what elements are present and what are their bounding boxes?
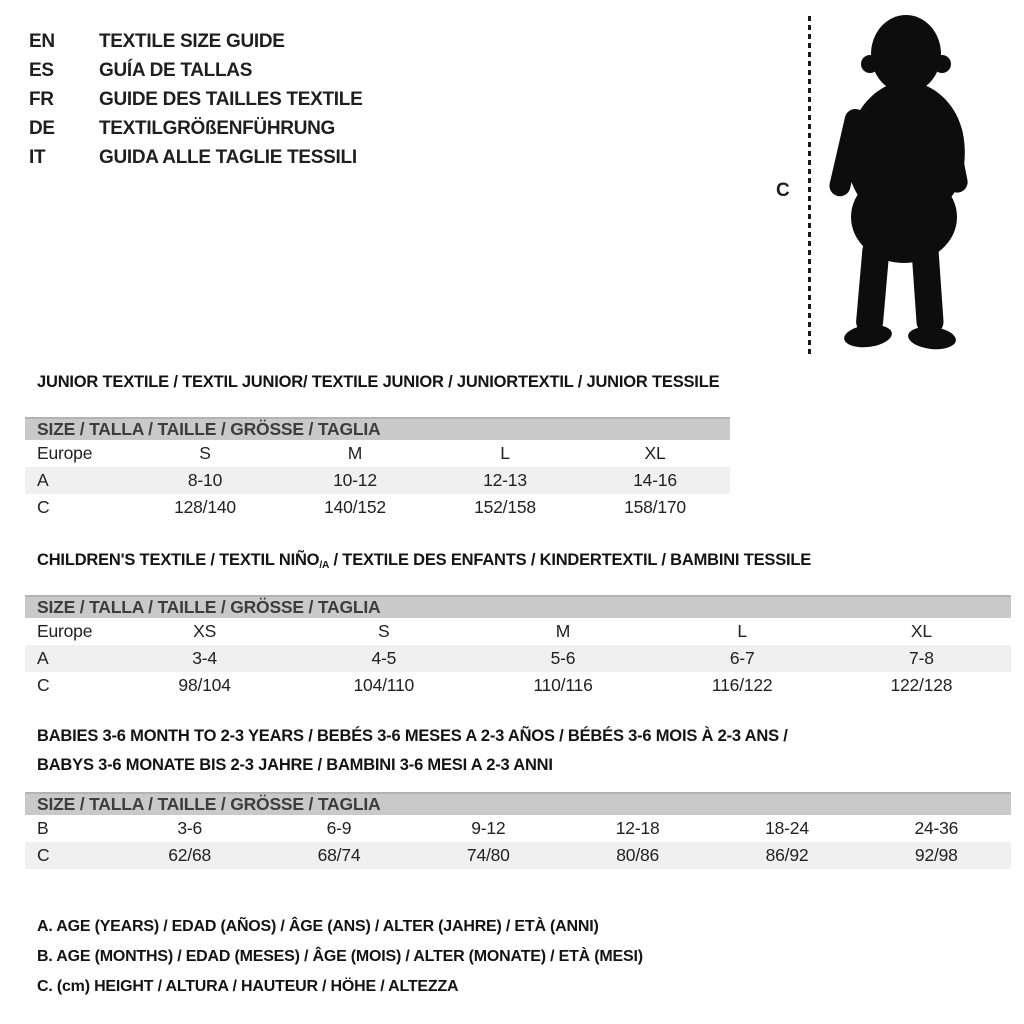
table-row [25,672,1011,699]
table-row [25,815,1011,842]
value-cell: 6-9 [326,818,352,838]
value-cell: 3-4 [192,647,217,668]
value-cell: 10-12 [333,470,377,490]
language-code: DE [29,117,55,139]
value-cell: 12-18 [615,818,660,838]
row-label-cell: A [37,647,49,668]
row-label-cell: B [37,818,49,838]
legend [37,912,643,1002]
legend-line-c: C. (cm) HEIGHT / ALTURA / HAUTEUR / HÖHE / ALTEZZA [37,978,459,995]
value-cell: 7-8 [909,647,934,668]
table-row [25,494,730,521]
children-title-suffix: / TEXTILE DES ENFANTS / KINDERTEXTIL / BAMBINI TESSILE [329,551,812,569]
value-cell: 116/122 [711,674,773,695]
value-cell: M [347,443,363,463]
value-cell: 18-24 [765,818,809,838]
value-cell: 128/140 [174,497,236,517]
height-dotted-line [808,16,811,356]
value-cell: 104/110 [353,674,415,695]
value-cell: 98/104 [178,674,231,695]
row-label-cell: A [37,470,49,490]
language-code: ES [29,59,54,81]
language-code: FR [29,88,54,110]
children-title-subscript: /A [319,559,330,571]
row-label-cell: C [37,845,50,865]
size-header-bar: SIZE / TALLA / TAILLE / GRÖSSE / TAGLIA [25,792,1011,815]
language-row [29,143,362,172]
row-label-cell: C [37,674,50,695]
value-cell: 5-6 [550,647,576,668]
children-textile-section [25,550,1011,699]
row-label-cell: Europe [37,443,93,463]
toddler-silhouette-icon [816,12,981,357]
size-header-bar: SIZE / TALLA / TAILLE / GRÖSSE / TAGLIA [25,417,730,440]
value-cell: 3-6 [177,818,203,838]
row-label-cell: Europe [37,620,93,641]
value-cell: 68/74 [317,845,361,865]
row-label-cell: C [37,497,50,517]
value-cell: L [500,443,510,463]
junior-table-title: JUNIOR TEXTILE / TEXTIL JUNIOR/ TEXTILE JUNIOR / JUNIORTEXTIL / JUNIOR TESSILE [37,373,720,391]
value-cell: 24-36 [914,818,959,838]
size-header-bar: SIZE / TALLA / TAILLE / GRÖSSE / TAGLIA [25,595,1011,618]
language-list [29,27,362,172]
value-cell: 4-5 [371,647,397,668]
value-cell: M [555,620,571,641]
babies-table-title-line2: BABYS 3-6 MONATE BIS 2-3 JAHRE / BAMBINI 3-6 MESI A 2-3 ANNI [37,756,553,774]
value-cell: 158/170 [624,497,686,517]
table-row [25,467,730,494]
value-cell: L [737,620,747,641]
value-cell: 8-10 [187,470,223,490]
value-cell: 9-12 [471,818,506,838]
language-code: EN [29,30,55,52]
value-cell: XS [193,620,217,641]
value-cell: 92/98 [914,845,958,865]
height-label-c: C [776,180,790,201]
language-row [29,56,362,85]
value-cell: 14-16 [633,470,677,490]
babies-table-title-line1: BABIES 3-6 MONTH TO 2-3 YEARS / BEBÉS 3-6 MESES A 2-3 AÑOS / BÉBÉS 3-6 MOIS À 2-3 ANS / [37,727,788,745]
table-row [25,440,730,467]
language-title: GUIDE DES TAILLES TEXTILE [99,88,363,110]
children-title-prefix: CHILDREN'S TEXTILE / TEXTIL NIÑO [37,551,320,569]
language-row [29,85,362,114]
value-cell: 74/80 [466,845,510,865]
value-cell: XL [910,620,932,641]
language-title: GUIDA ALLE TAGLIE TESSILI [99,146,357,168]
language-code: IT [29,146,46,168]
value-cell: 122/128 [890,674,953,695]
language-title: GUÍA DE TALLAS [99,59,253,81]
value-cell: 110/116 [533,674,593,695]
value-cell: 12-13 [483,470,527,490]
table-row [25,645,1011,672]
language-row [29,114,362,143]
value-cell: 62/68 [168,845,212,865]
language-row [29,27,362,56]
legend-line-b: B. AGE (MONTHS) / EDAD (MESES) / ÂGE (MOIS) / ALTER (MONATE) / ETÀ (MESI) [37,948,643,965]
value-cell: S [378,620,390,641]
language-title: TEXTILE SIZE GUIDE [99,30,285,52]
value-cell: 6-7 [729,647,755,668]
value-cell: 80/86 [616,845,660,865]
legend-line-a: A. AGE (YEARS) / EDAD (AÑOS) / ÂGE (ANS) / ALTER (JAHRE) / ETÀ (ANNI) [37,918,599,935]
value-cell: 86/92 [765,845,809,865]
table-row [25,842,1011,869]
language-title: TEXTILGRÖßENFÜHRUNG [99,117,336,139]
value-cell: S [199,443,211,463]
babies-textile-section [25,722,1011,869]
value-cell: 152/158 [474,497,536,517]
junior-textile-section [25,372,730,521]
children-table-title [37,550,1011,576]
value-cell: 140/152 [324,497,386,517]
table-row [25,618,1011,645]
value-cell: XL [644,443,666,463]
